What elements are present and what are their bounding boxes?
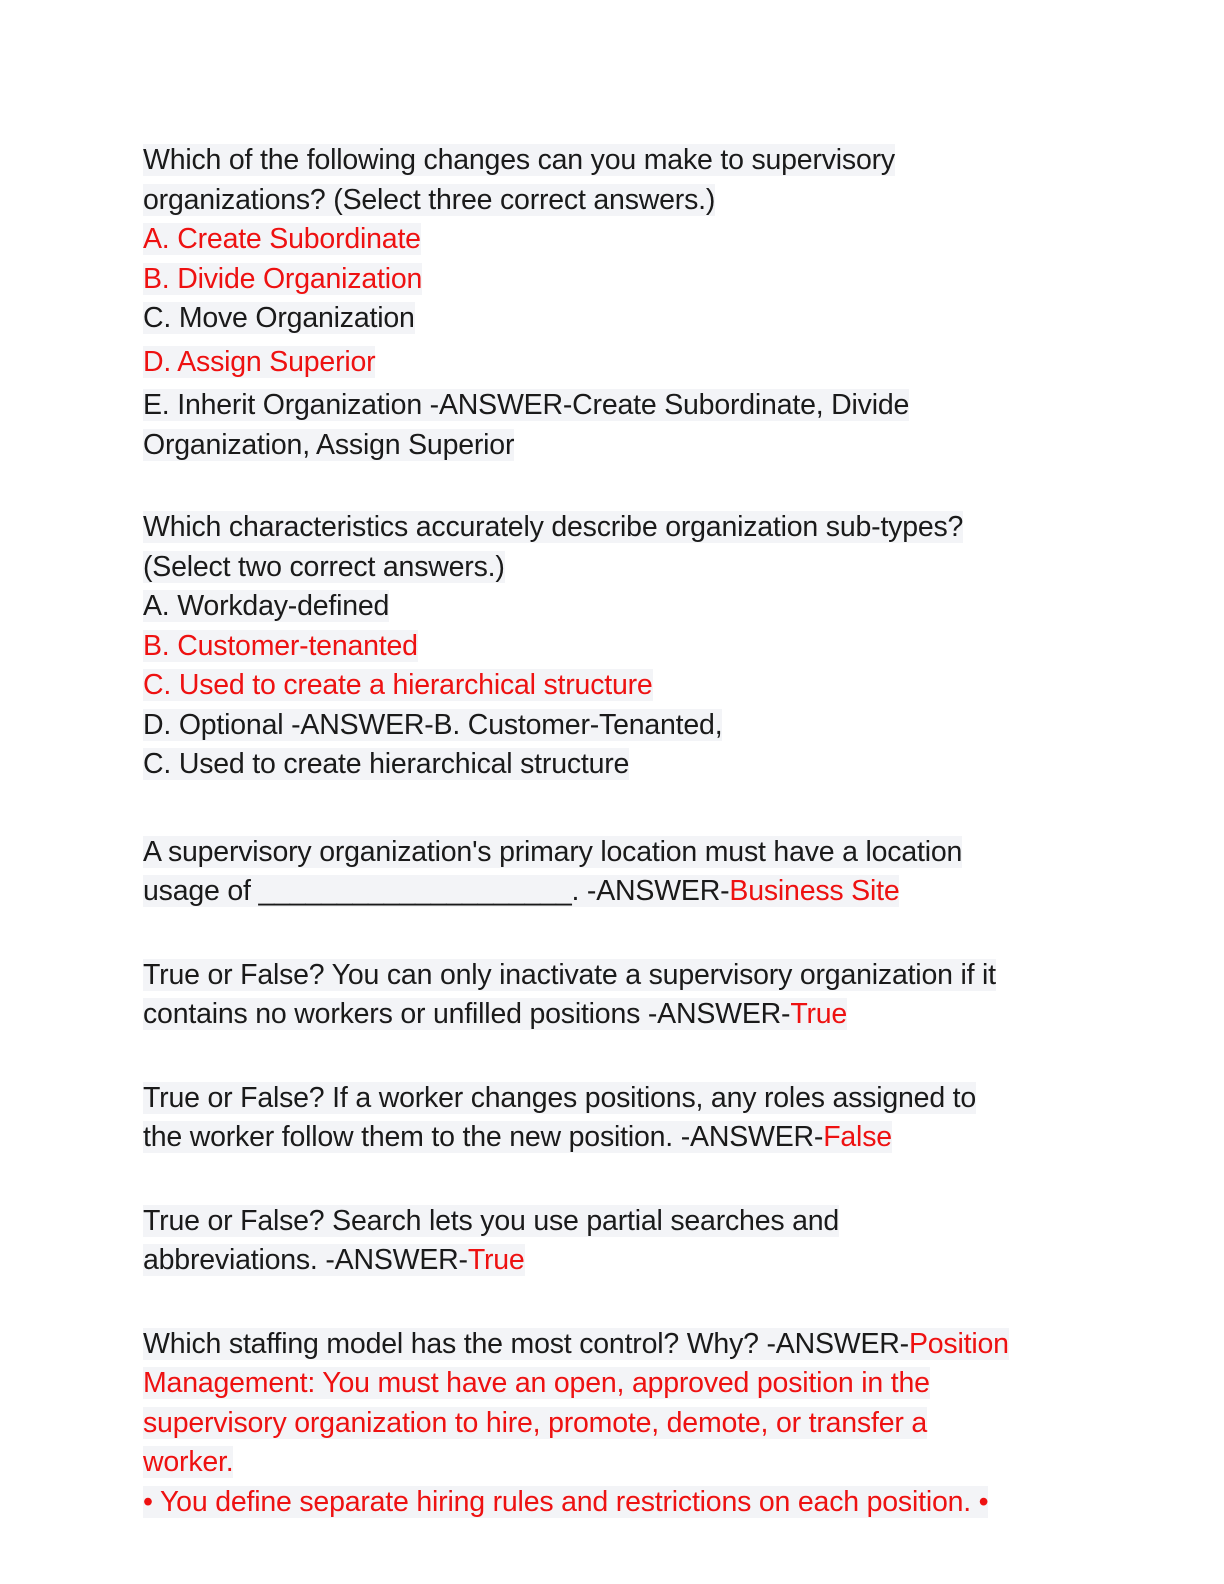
q7-text-line-1: Which staffing model has the most control? Why? -ANSWER- (143, 1327, 909, 1360)
q7-answer-line-5: • You define separate hiring rules and restrictions on each position. • (143, 1485, 989, 1518)
q7-answer-start: Position (908, 1327, 1009, 1360)
q2-answer-continued: C. Used to create hierarchical structure (143, 748, 630, 780)
q3-text-line-1: A supervisory organization's primary location must have a location (143, 835, 963, 868)
q4-answer: True (790, 998, 848, 1030)
q7-answer-line-3: supervisory organization to hire, promote, demote, or transfer a (143, 1406, 928, 1439)
question-3 (143, 833, 1083, 912)
question-4 (143, 956, 1083, 1035)
q2-option-c: C. Used to create a hierarchical structure (143, 669, 653, 701)
document-page (143, 141, 1083, 1522)
q1-option-b: B. Divide Organization (143, 262, 423, 295)
q3-answer: Business Site (729, 875, 900, 907)
q3-blank: ____________________ (258, 875, 572, 907)
q5-answer: False (823, 1121, 892, 1153)
question-6 (143, 1202, 1083, 1281)
q1-option-e-answer: E. Inherit Organization -ANSWER-Create Subordinate, Divide (143, 389, 910, 421)
q2-text-line-2: (Select two correct answers.) (143, 550, 505, 583)
q4-text-line-2: contains no workers or unfilled positions -ANSWER- (143, 998, 791, 1030)
q6-text-line-1: True or False? Search lets you use partial searches and (143, 1204, 840, 1237)
question-2 (143, 508, 1083, 785)
q1-option-c: C. Move Organization (143, 302, 415, 334)
q1-answer-continued: Organization, Assign Superior (143, 428, 515, 461)
q2-option-a: A. Workday-defined (143, 590, 390, 622)
question-7 (143, 1325, 1083, 1523)
q1-text-line-1: Which of the following changes can you make to supervisory (143, 144, 895, 176)
q6-text-line-2: abbreviations. -ANSWER- (143, 1244, 468, 1276)
q3-answer-label: . -ANSWER- (571, 875, 730, 907)
question-5 (143, 1079, 1083, 1158)
q4-text-line-1: True or False? You can only inactivate a supervisory organization if it (143, 958, 996, 991)
q1-option-d: D. Assign Superior (143, 345, 376, 378)
q7-answer-line-4: worker. (143, 1446, 234, 1478)
question-1 (143, 141, 1083, 465)
q1-option-a: A. Create Subordinate (143, 223, 421, 255)
q1-text-line-2: organizations? (Select three correct answers.) (143, 183, 716, 216)
q2-option-d-answer: D. Optional -ANSWER-B. Customer-Tenanted, (143, 708, 723, 741)
q7-answer-line-2: Management: You must have an open, approved position in the (143, 1367, 930, 1399)
q2-option-b: B. Customer-tenanted (143, 629, 418, 662)
q6-answer: True (467, 1244, 525, 1276)
q5-text-line-2: the worker follow them to the new position. -ANSWER- (143, 1121, 824, 1153)
q2-text-line-1: Which characteristics accurately describe organization sub-types? (143, 511, 964, 543)
q5-text-line-1: True or False? If a worker changes positions, any roles assigned to (143, 1081, 977, 1114)
q3-text-prefix: usage of (143, 875, 259, 907)
